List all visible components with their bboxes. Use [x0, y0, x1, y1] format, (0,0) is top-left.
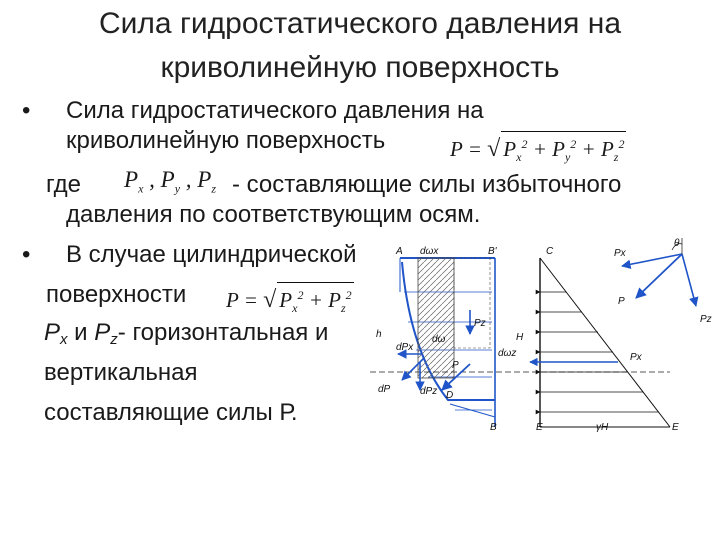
bullet-2-line-1: В случае цилиндрической	[66, 241, 357, 268]
label-D: D	[446, 390, 454, 401]
where-description: - составляющие силы избыточного	[232, 171, 622, 198]
label-C: C	[546, 246, 554, 257]
formula-full-magnitude: P = √ $P_x^2 + P_y^2 + P_z^2$	[450, 131, 626, 169]
title-line-1: Сила гидростатического давления на	[99, 7, 621, 40]
line-components-p: составляющие силы Р.	[44, 399, 298, 426]
label-Px-mid: Px	[630, 352, 642, 363]
where-word: где	[46, 171, 82, 198]
label-h: h	[376, 329, 382, 340]
label-d-omega-z: dωz	[498, 348, 517, 359]
pressure-body-outline	[454, 258, 490, 348]
label-theta: θ	[674, 238, 680, 249]
cylindrical-surface-diagram	[370, 232, 715, 444]
line-vertical: вертикальная	[44, 359, 198, 386]
force-triangle	[622, 238, 696, 306]
label-d-omega: dω	[432, 334, 446, 345]
label-Pz-right: Pz	[700, 314, 712, 325]
label-gamma-H: γH	[596, 422, 609, 433]
label-P: P	[452, 360, 459, 371]
label-dP: dP	[378, 384, 391, 395]
label-A: A	[396, 246, 403, 257]
label-E-mid: E	[536, 422, 543, 433]
label-P-right: P	[618, 296, 625, 307]
title-line-2: криволинейную поверхность	[160, 51, 560, 84]
label-Pz: Pz	[474, 318, 486, 329]
label-H: H	[516, 332, 524, 343]
formula-cylindrical: P = √ $P_x^2 + P_z^2$	[226, 282, 354, 320]
where-description-line-2: давления по соответствующим осям.	[66, 201, 481, 228]
slide-title	[0, 2, 720, 90]
pressure-body-hatched	[418, 258, 454, 378]
label-dPx: dPx	[396, 342, 414, 353]
px-pz-line: $P_x$ и $P_z-$ горизонтальная и	[44, 319, 329, 348]
label-Px-right: Px	[614, 248, 626, 259]
label-B-prime: B'	[488, 246, 497, 257]
bullet-1-line-2: криволинейную поверхность	[66, 127, 386, 154]
label-d-omega-x: dωx	[420, 246, 439, 257]
bullet-2-line-2: поверхности	[46, 281, 187, 308]
label-dPz: dPz	[420, 386, 438, 397]
formula-components: $P_x$ , $P_y$ , $P_z$	[124, 167, 217, 196]
label-B: B	[490, 422, 497, 433]
bullet-marker-2: •	[22, 241, 31, 268]
label-E-right: E	[672, 422, 679, 433]
pressure-triangle	[530, 258, 670, 427]
bullet-1-line-1: Сила гидростатического давления на	[66, 97, 484, 124]
bullet-marker-1: •	[22, 97, 31, 124]
